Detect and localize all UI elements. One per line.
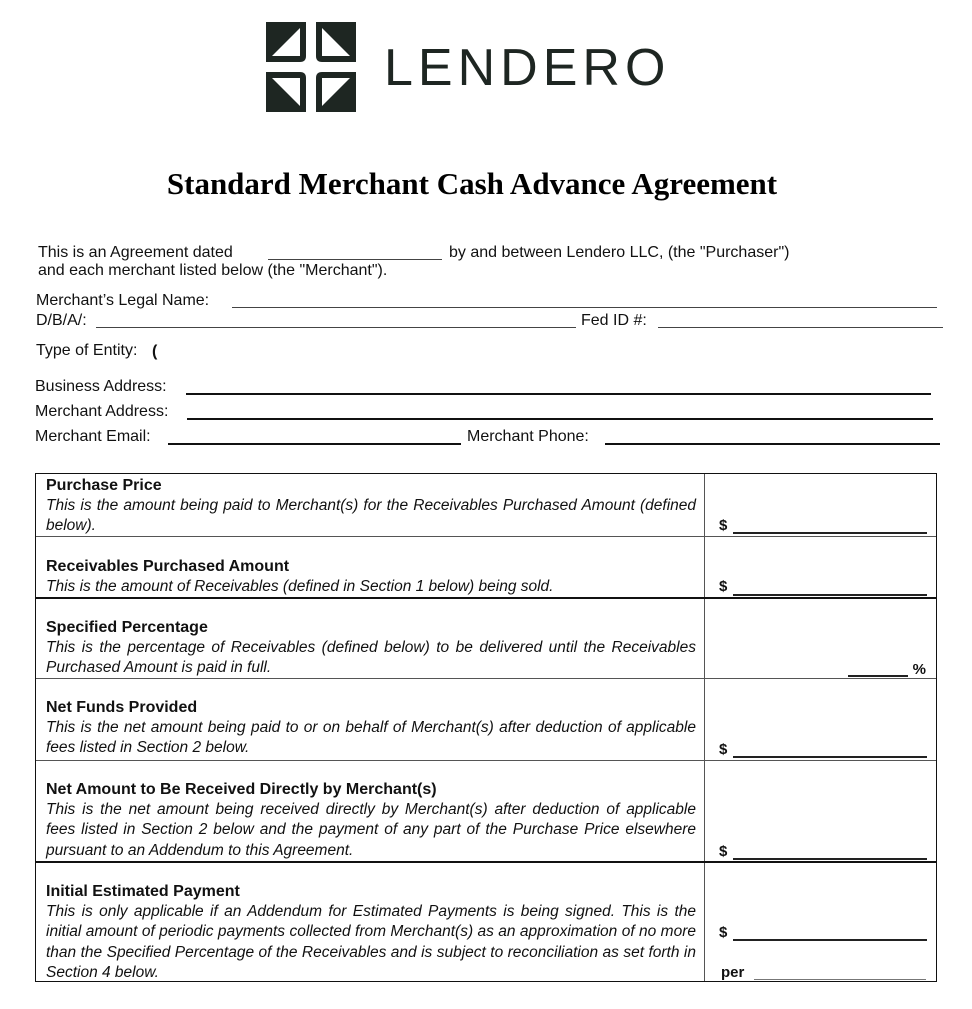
legal-name-field[interactable] — [232, 307, 937, 308]
document-title: Standard Merchant Cash Advance Agreement — [166, 166, 778, 201]
merchant-address-label: Merchant Address: — [35, 403, 169, 420]
initial-estimated-payment-field[interactable] — [733, 939, 927, 941]
term-description: This is the net amount being received directly by Merchant(s) after deduction of applicable fees listed in Section 2 below and the payment of any part of the Purchase Price elsewhere pursuant to an Addendum to this Agreement. — [46, 801, 696, 859]
merchant-address-field[interactable] — [187, 418, 933, 420]
term-title: Receivables Purchased Amount — [46, 558, 290, 575]
term-description: This is the amount of Receivables (defined in Section 1 below) being sold. — [46, 578, 554, 595]
brand-name: LENDERO — [384, 39, 671, 97]
term-row-purchase-price — [36, 474, 936, 536]
term-description: This is only applicable if an Addendum for Estimated Payments is being signed. This is the initial amount of periodic payments collected from Merchant(s) as an approximation of no more than the Specified Percentage of the Receivables and is subject to reconciliation as set forth in Section 4 below. — [46, 903, 696, 981]
dollar-sign: $ — [719, 578, 728, 595]
intro-line1-prefix: This is an Agreement dated — [38, 244, 233, 261]
intro-line1-suffix: by and between Lendero LLC, (the "Purchaser") — [449, 244, 790, 261]
per-label: per — [721, 964, 745, 981]
dba-field[interactable] — [96, 327, 576, 328]
legal-name-label: Merchant’s Legal Name: — [36, 292, 210, 309]
entity-type-field[interactable]: ( — [152, 343, 158, 360]
purchase-price-field[interactable] — [733, 532, 927, 534]
business-address-field[interactable] — [186, 393, 931, 395]
merchant-phone-field[interactable] — [605, 443, 940, 445]
term-row-net-funds-provided — [36, 678, 936, 760]
dollar-sign: $ — [719, 517, 728, 534]
terms-table — [35, 473, 937, 982]
term-row-initial-estimated-payment — [36, 861, 936, 981]
merchant-email-label: Merchant Email: — [35, 428, 151, 445]
term-description: This is the amount being paid to Merchant(s) for the Receivables Purchased Amount (defined below). — [46, 497, 696, 535]
agreement-date-field[interactable] — [268, 259, 442, 260]
merchant-phone-label: Merchant Phone: — [467, 428, 589, 445]
payment-period-field[interactable] — [754, 979, 926, 980]
term-title: Initial Estimated Payment — [46, 883, 240, 900]
net-amount-received-field[interactable] — [733, 858, 927, 860]
specified-percentage-field[interactable] — [848, 675, 908, 677]
business-address-label: Business Address: — [35, 378, 167, 395]
term-title: Specified Percentage — [46, 619, 208, 636]
percent-sign: % — [912, 661, 926, 678]
term-title: Net Funds Provided — [46, 699, 198, 716]
intro-line2: and each merchant listed below (the "Merchant"). — [38, 262, 388, 279]
net-funds-provided-field[interactable] — [733, 756, 927, 758]
dollar-sign: $ — [719, 741, 728, 758]
term-description: This is the percentage of Receivables (defined below) to be delivered until the Receivables Purchased Amount is paid in full. — [46, 639, 696, 677]
term-row-net-amount-received — [36, 760, 936, 861]
dba-label: D/B/A/: — [36, 312, 87, 329]
receivables-purchased-amount-field[interactable] — [733, 594, 927, 596]
term-title: Net Amount to Be Received Directly by Merchant(s) — [46, 781, 437, 798]
lendero-logo-icon — [266, 22, 356, 112]
dollar-sign: $ — [719, 843, 728, 860]
term-row-specified-percentage — [36, 597, 936, 678]
term-description: This is the net amount being paid to or on behalf of Merchant(s) after deduction of applicable fees listed in Section 2 below. — [46, 719, 696, 757]
fed-id-label: Fed ID #: — [581, 312, 647, 329]
dollar-sign: $ — [719, 924, 728, 941]
term-title: Purchase Price — [46, 477, 162, 494]
term-row-receivables-purchased-amount — [36, 536, 936, 597]
fed-id-field[interactable] — [658, 327, 943, 328]
merchant-email-field[interactable] — [168, 443, 461, 445]
entity-type-label: Type of Entity: — [36, 342, 138, 359]
